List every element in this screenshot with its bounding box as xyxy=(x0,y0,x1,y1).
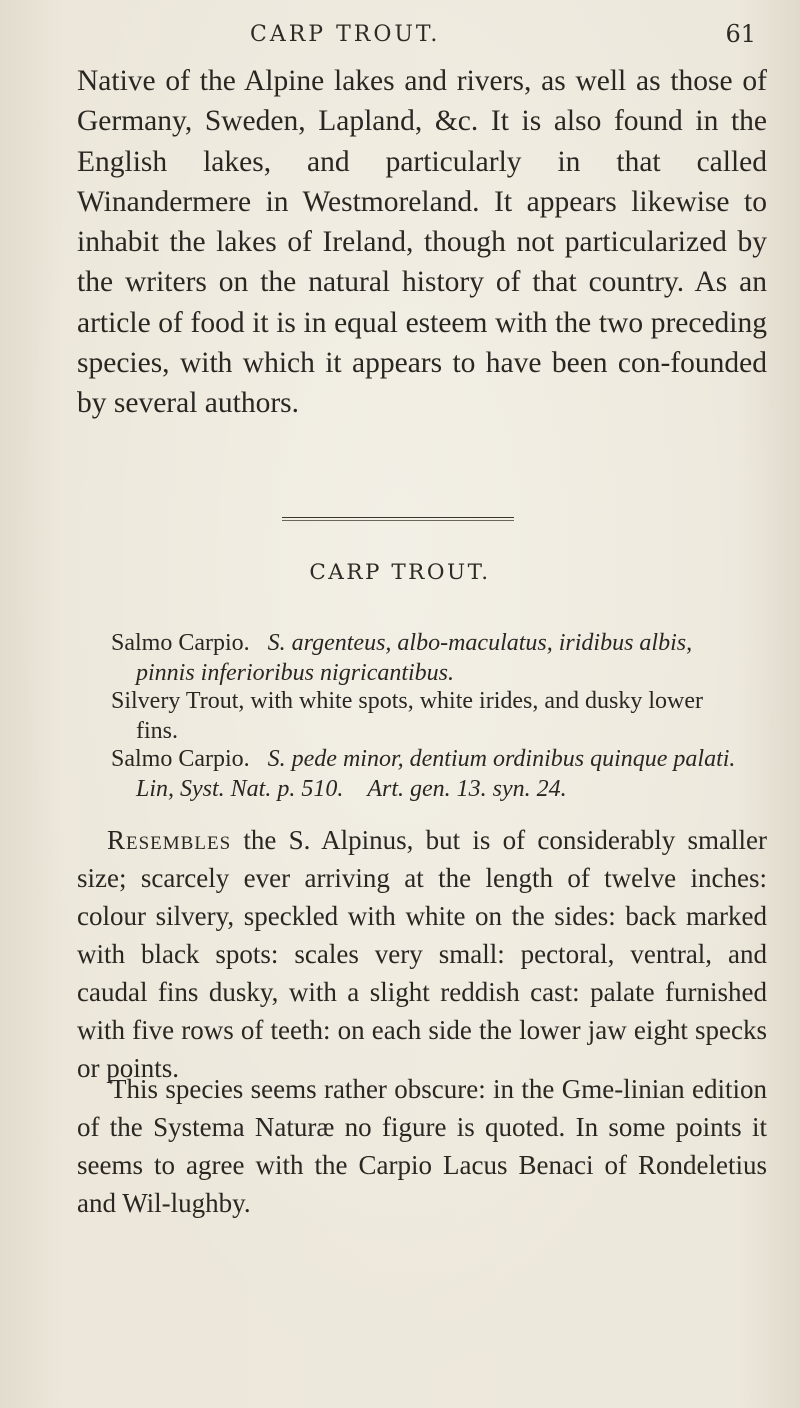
page-number: 61 xyxy=(725,20,756,48)
paragraph-habitat: Native of the Alpine lakes and rivers, as well as those of Germany, Sweden, Lapland, &c. It is also found in the English lakes, and particularly in that called Winandermere in Westmoreland. It appears likewise to inhabit the lakes of Ireland, though not particularized by the writers on the natural history of that country. As an article of food it is in equal esteem with the two preceding species, with which it appears to have been con-founded by several authors. xyxy=(77,65,767,420)
synonym-linnaean xyxy=(111,628,771,688)
section-title: CARP TROUT. xyxy=(309,560,491,585)
synonym-english-cont: fins. xyxy=(136,718,178,744)
paragraph-remarks xyxy=(77,1070,767,1222)
synonym-reference xyxy=(111,744,771,804)
reference-diagnosis: S. pede minor, dentium ordinibus quinque palati. xyxy=(267,746,736,772)
running-head xyxy=(0,16,800,56)
running-title: CARP TROUT. xyxy=(250,22,441,47)
synonym-diagnosis: S. argenteus, albo-maculatus, iridibus albis, xyxy=(267,630,693,656)
reference-genus: Salmo Carpio. xyxy=(111,746,250,772)
synonym-diagnosis-cont: pinnis inferioribus nigricantibus. xyxy=(136,660,455,686)
paragraph-lead-word: Resembles xyxy=(107,825,232,855)
paragraph-description xyxy=(77,821,767,1087)
paragraph-remarks-text: This species seems rather obscure: in the Gme-linian edition of the Systema Naturæ no figure is quoted. In some points it seems to agree with the Carpio Lacus Benaci of Rondeletius and Wil-lughby. xyxy=(77,1074,767,1218)
synonym-genus: Salmo Carpio. xyxy=(111,630,250,656)
section-divider xyxy=(282,517,514,521)
reference-citation-art: Art. gen. 13. syn. 24. xyxy=(367,776,567,802)
paragraph-description-text: the S. Alpinus, but is of considerably smaller size; scarcely ever arriving at the length of twelve inches: colour silvery, speckled with white on the sides: back marked with black spots: scales very small: pectoral, ventral, and caudal fins dusky, with a slight reddish cast: palate furnished with five rows of teeth: on each side the lower jaw eight specks or points. xyxy=(77,825,768,1083)
synonym-english xyxy=(111,686,771,746)
reference-citation-lin: Lin, Syst. Nat. p. 510. xyxy=(136,776,344,802)
synonym-english-line: Silvery Trout, with white spots, white irides, and dusky lower xyxy=(111,688,703,714)
